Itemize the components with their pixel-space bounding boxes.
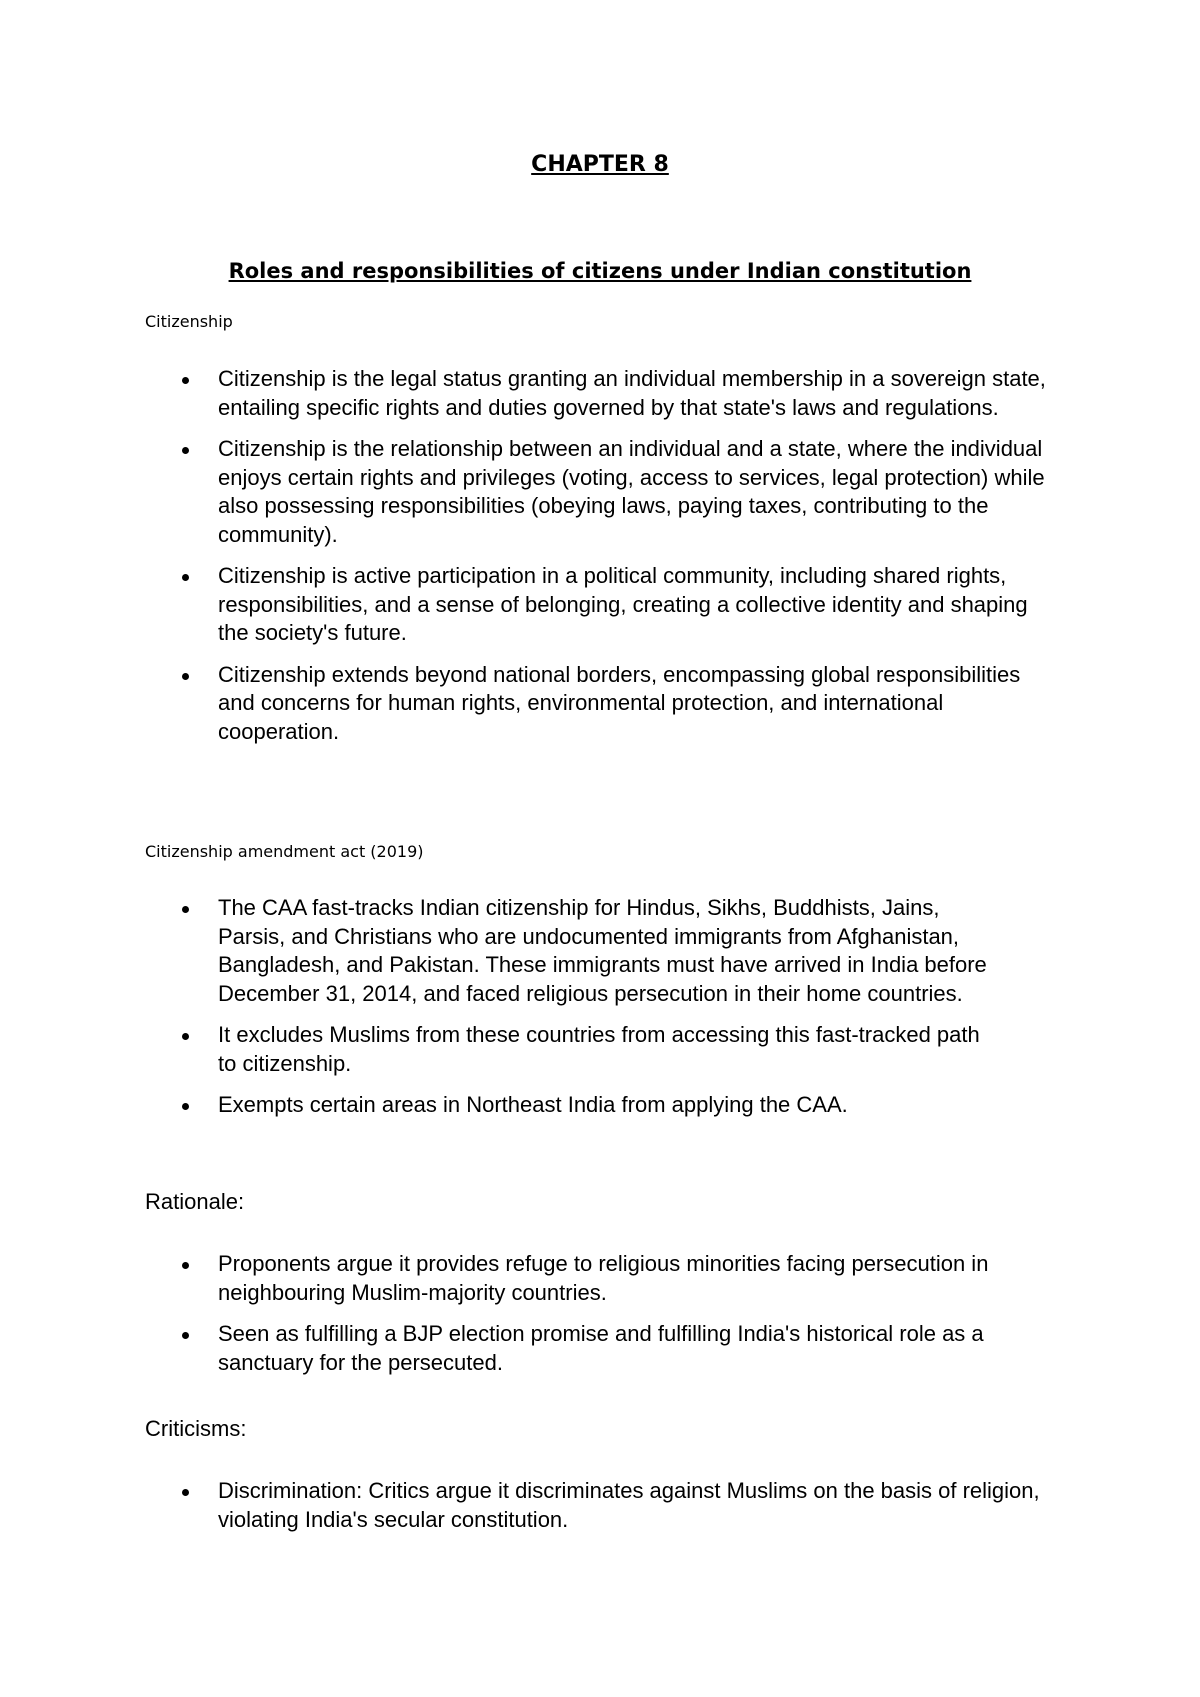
- bullet-icon: [182, 574, 189, 581]
- list-item-text: Citizenship extends beyond national borders, encompassing global responsibilities and concerns for human rights, environmental protection, and international cooperation.: [218, 661, 1021, 744]
- section-heading-criticisms: Criticisms:: [145, 1416, 247, 1441]
- list-item: [0, 435, 1200, 549]
- list-item: [0, 894, 1200, 1008]
- list-item-text: Proponents argue it provides refuge to religious minorities facing persecution in neighbouring Muslim-majority countries.: [218, 1251, 989, 1305]
- caa-list: [0, 894, 1200, 1133]
- list-item-text: It excludes Muslims from these countries from accessing this fast-tracked path to citizenship.: [218, 1022, 980, 1076]
- citizenship-list: [0, 365, 1200, 759]
- bullet-icon: [182, 1262, 189, 1269]
- list-item: [0, 1320, 1200, 1377]
- list-item-text: Exempts certain areas in Northeast India from applying the CAA.: [218, 1092, 848, 1117]
- section-heading-rationale: Rationale:: [145, 1189, 245, 1214]
- bullet-icon: [182, 1103, 189, 1110]
- bullet-icon: [182, 906, 189, 913]
- list-item-text: Citizenship is the legal status granting an individual membership in a sovereign state, entailing specific rights and duties governed by that state's laws and regulations.: [218, 366, 1046, 420]
- list-item: [0, 562, 1200, 648]
- list-item: [0, 1021, 1200, 1078]
- list-item: [0, 1091, 1200, 1120]
- criticisms-list: [0, 1477, 1200, 1547]
- section-heading-caa: Citizenship amendment act (2019): [145, 842, 424, 861]
- chapter-heading: CHAPTER 8: [531, 152, 669, 177]
- bullet-icon: [182, 1489, 189, 1496]
- list-item: [0, 1477, 1200, 1534]
- bullet-icon: [182, 447, 189, 454]
- page-title: Roles and responsibilities of citizens under Indian constitution: [228, 259, 972, 283]
- list-item: [0, 1250, 1200, 1307]
- bullet-icon: [182, 1332, 189, 1339]
- section-heading-citizenship: Citizenship: [145, 312, 233, 331]
- list-item-text: Discrimination: Critics argue it discriminates against Muslims on the basis of religion, violating India's secular constitution.: [218, 1478, 1040, 1532]
- list-item: [0, 661, 1200, 747]
- list-item: [0, 365, 1200, 422]
- rationale-list: [0, 1250, 1200, 1390]
- list-item-text: Citizenship is the relationship between an individual and a state, where the individual enjoys certain rights and privileges (voting, access to services, legal protection) while also possessing responsibilities (obeying laws, paying taxes, contributing to the community).: [218, 436, 1045, 547]
- bullet-icon: [182, 377, 189, 384]
- list-item-text: Seen as fulfilling a BJP election promise and fulfilling India's historical role as a sanctuary for the persecuted.: [218, 1321, 984, 1375]
- list-item-text: Citizenship is active participation in a political community, including shared rights, responsibilities, and a sense of belonging, creating a collective identity and shaping the society's future.: [218, 563, 1028, 645]
- bullet-icon: [182, 673, 189, 680]
- bullet-icon: [182, 1033, 189, 1040]
- list-item-text: The CAA fast-tracks Indian citizenship for Hindus, Sikhs, Buddhists, Jains, Parsis, and Christians who are undocumented immigrants from Afghanistan, Bangladesh, and Pakistan. These immigrants must have arrived in India before December 31, 2014, and faced religious persecution in their home countries.: [218, 895, 987, 1006]
